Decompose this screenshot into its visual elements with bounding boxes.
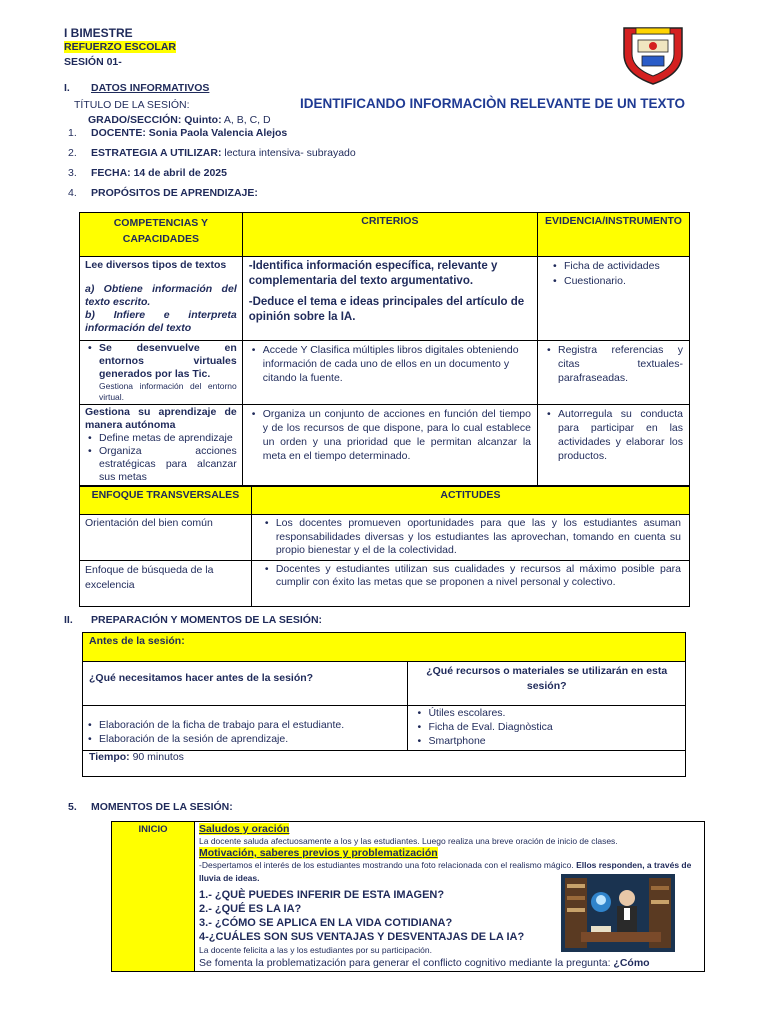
header-competencias: COMPETENCIAS Y CAPACIDADES xyxy=(80,213,243,257)
section-5-number: 5. xyxy=(68,801,77,813)
competencia-lee-cell xyxy=(80,257,243,341)
tiempo-label: Tiempo: xyxy=(89,751,130,763)
section-i-number: I. xyxy=(64,82,70,94)
tiempo-cell xyxy=(83,751,686,777)
school-crest-logo xyxy=(620,24,686,86)
recursos-cell xyxy=(408,706,686,751)
header-criterios: CRITERIOS xyxy=(242,213,537,257)
enfoques-table xyxy=(79,486,690,607)
competencia-tic: • Se desenvuelve en entornos virtuales generados por las Tic. xyxy=(99,342,237,381)
motivacion-heading: Motivación, saberes previos y problematización xyxy=(199,847,438,859)
inicio-label: INICIO xyxy=(112,822,195,972)
hacer-cell xyxy=(83,706,408,751)
antes-sesion-label: Antes de la sesión: xyxy=(83,633,686,662)
capacidad-a: a) Obtiene información del texto escrito. xyxy=(85,283,237,308)
capacidad-b: b) Infiere e interpreta información del texto xyxy=(85,309,237,334)
evidencia-autonoma-cell xyxy=(538,405,690,486)
fecha-label: FECHA: 14 de abril de 2025 xyxy=(91,167,227,179)
recurso-item: • Smartphone xyxy=(428,734,679,748)
capacidad-tic: Gestiona información del entorno virtual. xyxy=(99,381,237,402)
bimestre-label: I BIMESTRE xyxy=(64,26,133,40)
competencias-table xyxy=(79,212,690,486)
competencia-tic-cell xyxy=(80,341,243,405)
preparacion-heading: PREPARACIÓN Y MOMENTOS DE LA SESIÓN: xyxy=(91,614,323,626)
criterio-2: -Deduce el tema e ideas principales del artículo de opinión sobre la IA. xyxy=(248,296,525,323)
question-2: 2.- ¿QUÉ ES LA IA? xyxy=(199,903,302,915)
header-actitudes: ACTITUDES xyxy=(251,487,689,515)
tiempo-value: 90 minutos xyxy=(129,751,184,763)
question-recursos: ¿Qué recursos o materiales se utilizarán en esta sesión? xyxy=(408,662,686,706)
grado-value: A, B, C, D xyxy=(221,114,271,126)
evidencia-tic-cell xyxy=(538,341,690,405)
titulo-sesion-label: TÍTULO DE LA SESIÓN: xyxy=(74,99,190,111)
enfoque-excelencia: Enfoque de búsqueda de la excelencia xyxy=(80,560,252,606)
question-3: 3.- ¿CÓMO SE APLICA EN LA VIDA COTIDIANA? xyxy=(199,917,453,929)
fomenta-bold: ¿Cómo xyxy=(610,957,650,969)
docente-label: DOCENTE: Sonia Paola Valencia Alejos xyxy=(91,127,288,139)
refuerzo-label: REFUERZO ESCOLAR xyxy=(64,41,177,53)
header-enfoque: ENFOQUE TRANSVERSALES xyxy=(80,487,252,515)
propositos-label: PROPÓSITOS DE APRENDIZAJE: xyxy=(91,187,258,199)
saludos-text: La docente saluda afectuosamente a los y las estudiantes. Luego realiza una breve oración de inicio de clases. xyxy=(199,836,618,846)
header-evidencia: EVIDENCIA/INSTRUMENTO xyxy=(538,213,690,257)
motivacion-bold: Ellos responden, a través de lluvia de ideas. xyxy=(199,860,692,883)
hacer-item: • Elaboración de la ficha de trabajo para el estudiante. xyxy=(99,718,401,732)
criterio-1: -Identifica información específica, relevante y complementaria del texto argumentativo. xyxy=(248,260,498,287)
section-ii-number: II. xyxy=(64,614,73,626)
competencia-lee-title: Lee diversos tipos de textos xyxy=(85,259,227,271)
item-number: 4. xyxy=(68,187,77,199)
question-hacer: ¿Qué necesitamos hacer antes de la sesión? xyxy=(83,662,408,706)
recurso-item: • Útiles escolares. xyxy=(428,706,679,720)
evidencia-item: • Ficha de actividades xyxy=(564,259,683,274)
evidencia-item: • Cuestionario. xyxy=(564,274,683,289)
criterio-autonoma: • Organiza un conjunto de acciones en función del tiempo y de los recursos de que dispone, para lo cual establece un orden y una prioridad que le permitan alcanzar la meta en el tiempo determinado. xyxy=(263,407,531,463)
sesion-label: SESIÓN 01- xyxy=(64,56,122,68)
datos-informativos-heading: DATOS INFORMATIVOS xyxy=(91,82,210,94)
capacidad-metas: • Define metas de aprendizaje xyxy=(99,432,237,445)
competencia-autonoma: Gestiona su aprendizaje de manera autónoma xyxy=(85,406,237,431)
criterio-autonoma-cell xyxy=(242,405,537,486)
felicita-text: La docente felicita a las y los estudiantes por su participación. xyxy=(199,945,432,955)
estrategia-value: lectura intensiva- subrayado xyxy=(221,147,356,159)
criterio-tic-cell xyxy=(242,341,537,405)
criterios-lee-cell xyxy=(242,257,537,341)
question-1: 1.- ¿QUÈ PUEDES INFERIR DE ESTA IMAGEN? xyxy=(199,889,445,901)
inicio-content-cell xyxy=(195,822,705,972)
momentos-heading: MOMENTOS DE LA SESIÓN: xyxy=(91,801,233,813)
momentos-table xyxy=(111,821,705,972)
item-number: 1. xyxy=(68,127,77,139)
item-number: 3. xyxy=(68,167,77,179)
competencia-autonoma-cell xyxy=(80,405,243,486)
actitud-excelencia: • Docentes y estudiantes utilizan sus cualidades y recursos al máximo posible para cumplir con éxito las metas que se proponen a nivel personal y colectivo. xyxy=(276,563,681,590)
item-number: 2. xyxy=(68,147,77,159)
recurso-item: • Ficha de Eval. Diagnòstica xyxy=(428,720,679,734)
criterio-tic: • Accede Y Clasifica múltiples libros digitales obteniendo información de cada uno de ellos en un documento y citando la fuente. xyxy=(263,343,531,385)
hacer-item: • Elaboración de la sesión de aprendizaje. xyxy=(99,732,401,746)
actitud-bien-comun: • Los docentes promueven oportunidades para que las y los estudiantes asuman responsabilidades diversas y los estudiantes las aprovechan, tomando en cuenta su propio bienestar y el de la colectividad. xyxy=(276,517,681,558)
evidencia-autonoma: • Autorregula su conducta para participar en las actividades y elaborar los productos. xyxy=(558,407,683,463)
evidencia-tic: • Registra referencias y citas textuales-parafraseadas. xyxy=(558,343,683,385)
fomenta-text: Se fomenta la problematización para generar el conflicto cognitivo mediante la pregunta: xyxy=(199,957,611,969)
session-title: IDENTIFICANDO INFORMACIÒN RELEVANTE DE UN TEXTO xyxy=(300,96,686,111)
enfoque-bien-comun: Orientación del bien común xyxy=(80,515,252,561)
evidencia-lee-cell xyxy=(538,257,690,341)
grado-label: GRADO/SECCIÓN: Quinto: xyxy=(88,114,222,126)
estrategia-label: ESTRATEGIA A UTILIZAR: xyxy=(91,147,222,159)
saludos-heading: Saludos y oración xyxy=(199,823,290,835)
capacidad-organiza: • Organiza acciones estratégicas para alcanzar sus metas xyxy=(99,445,237,484)
ai-illustration-image xyxy=(561,874,675,952)
preparacion-table xyxy=(82,632,686,777)
motivacion-text: -Despertamos el interés de los estudiantes mostrando una foto relacionada con el realismo mágico. xyxy=(199,860,574,870)
question-4: 4-¿CUÁLES SON SUS VENTAJAS Y DESVENTAJAS DE LA IA? xyxy=(199,931,525,943)
